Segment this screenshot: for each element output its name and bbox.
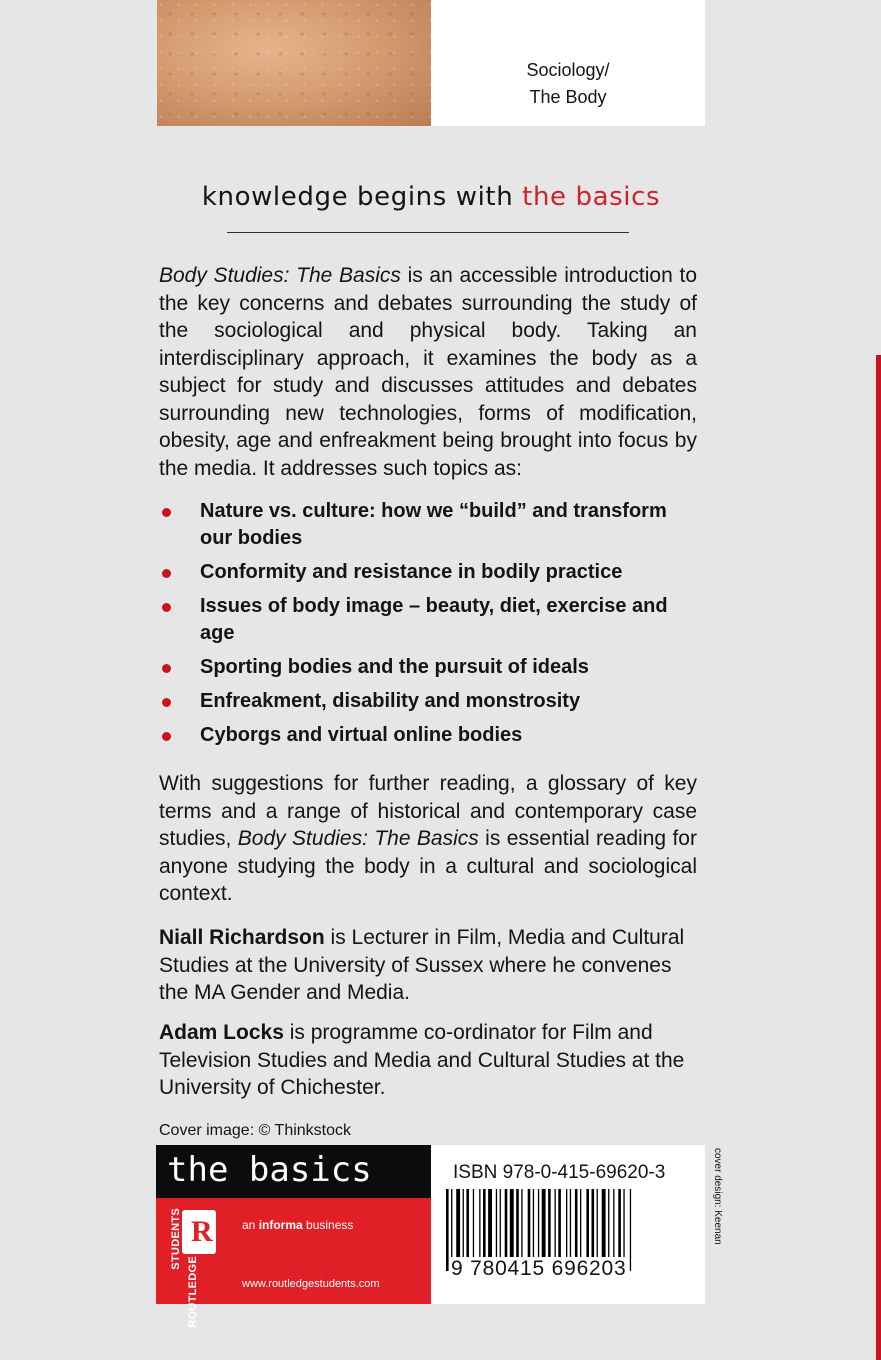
author-bio-text: is Lecturer in Film, Media and Cultural Studies at the University of Sussex where he convenes the MA Gender and Media. <box>159 926 685 1004</box>
barcode-bar <box>496 1189 497 1259</box>
barcode-bar <box>580 1189 581 1259</box>
divider <box>227 232 629 233</box>
barcode-bar <box>575 1189 578 1259</box>
barcode-bar <box>555 1189 556 1259</box>
series-name: the basics <box>156 1145 431 1198</box>
publisher-name: ROUTLEDGE <box>187 1256 199 1328</box>
barcode-bar <box>558 1189 561 1259</box>
barcode-bar <box>488 1189 492 1259</box>
series-block <box>156 1145 431 1328</box>
bullet-dot-icon <box>162 732 171 741</box>
cover-design-credit: cover design: Keenan <box>712 1148 723 1245</box>
subject-line-1: Sociology/ <box>526 60 610 80</box>
summary-after: is essential reading for anyone studying the body in a cultural and sociological context. <box>159 827 697 905</box>
barcode-bar <box>613 1189 614 1259</box>
barcode-bar <box>533 1189 534 1259</box>
barcode-bar <box>500 1189 501 1259</box>
topic-text: Sporting bodies and the pursuit of ideals <box>200 656 589 678</box>
skin-texture-image <box>157 0 431 126</box>
topic-item <box>159 688 699 715</box>
topic-text: Enfreakment, disability and monstrosity <box>200 690 581 712</box>
topic-item <box>159 722 699 749</box>
tagline <box>157 182 705 212</box>
publisher-website: www.routledgestudents.com <box>242 1278 380 1290</box>
barcode-bar <box>548 1189 551 1259</box>
publisher-panel <box>156 1198 431 1328</box>
topic-item <box>159 559 699 586</box>
summary-book-title: Body Studies: The Basics <box>237 827 479 850</box>
author-bio-richardson <box>159 924 697 1007</box>
bullet-dot-icon <box>162 569 171 578</box>
students-label: STUDENTS <box>170 1208 182 1270</box>
summary-paragraph <box>159 770 697 908</box>
tagline-highlight: the basics <box>522 182 661 212</box>
cover-image-credit: Cover image: © Thinkstock <box>159 1122 352 1139</box>
bullet-dot-icon <box>162 664 171 673</box>
logo-letter: R <box>191 1215 213 1248</box>
barcode-bar <box>479 1189 480 1259</box>
topic-list <box>159 498 699 756</box>
subject-label <box>431 57 705 111</box>
topic-text: Conformity and resistance in bodily practice <box>200 561 623 583</box>
bullet-dot-icon <box>162 508 171 517</box>
isbn-label: ISBN 978-0-415-69620-3 <box>453 1162 666 1183</box>
informa-tagline <box>242 1218 353 1232</box>
barcode-bar <box>570 1189 571 1259</box>
barcode-bar <box>597 1189 598 1259</box>
intro-book-title: Body Studies: The Basics <box>159 264 401 287</box>
intro-paragraph <box>159 262 697 482</box>
subject-box <box>431 0 705 126</box>
barcode-bar <box>630 1189 631 1271</box>
topic-item <box>159 498 699 552</box>
topic-text: Issues of body image – beauty, diet, exercise and age <box>200 595 668 644</box>
tagline-prefix: knowledge begins with <box>201 182 523 212</box>
barcode-bar <box>510 1189 514 1259</box>
barcode-bar <box>618 1189 621 1259</box>
barcode-bar <box>456 1189 460 1259</box>
informa-bold: informa <box>258 1218 303 1232</box>
author-name: Niall Richardson <box>159 926 325 949</box>
barcode-bar <box>592 1189 595 1259</box>
bullet-dot-icon <box>162 603 171 612</box>
barcode-digits: 9 780415 696203 <box>451 1257 627 1280</box>
barcode-bar <box>516 1189 519 1259</box>
topic-item <box>159 654 699 681</box>
barcode-bar <box>602 1189 606 1259</box>
barcode-box <box>431 1145 705 1304</box>
red-edge-strip <box>876 355 881 1360</box>
informa-suffix: business <box>302 1218 354 1232</box>
topic-text: Nature vs. culture: how we “build” and transform our bodies <box>200 500 667 549</box>
barcode-bar <box>586 1189 589 1259</box>
bullet-dot-icon <box>162 698 171 707</box>
barcode-bar <box>505 1189 508 1259</box>
subject-line-2: The Body <box>529 87 607 107</box>
barcode-bar <box>528 1189 531 1259</box>
summary-before: With suggestions for further reading, a glossary of key terms and a range of historical and contemporary case studies, <box>159 772 697 850</box>
intro-text: is an accessible introduction to the key concerns and debates surrounding the study of the sociological and physical body. Taking an interdisciplinary approach, it examines the body as a subject for study and discusses attitudes and debates surrounding new technologies, forms of modification, obesity, age and enfreakment being brought into focus by the media. It addresses such topics as: <box>159 264 697 480</box>
barcode-bar <box>473 1189 474 1259</box>
author-bio-locks <box>159 1019 697 1102</box>
barcode-bar <box>521 1189 522 1259</box>
routledge-logo-icon <box>182 1210 216 1254</box>
author-bio-text: is programme co-ordinator for Film and Television Studies and Media and Cultural Studies at the University of Chichester. <box>159 1021 685 1099</box>
barcode-bar <box>463 1189 464 1259</box>
barcode-bar <box>483 1189 486 1259</box>
author-name: Adam Locks <box>159 1021 284 1044</box>
barcode-bar <box>566 1189 567 1259</box>
barcode-bar <box>466 1189 469 1259</box>
topic-text: Cyborgs and virtual online bodies <box>200 724 523 746</box>
informa-prefix: an <box>242 1218 259 1232</box>
topic-item <box>159 593 699 647</box>
barcode-bar <box>608 1189 609 1259</box>
